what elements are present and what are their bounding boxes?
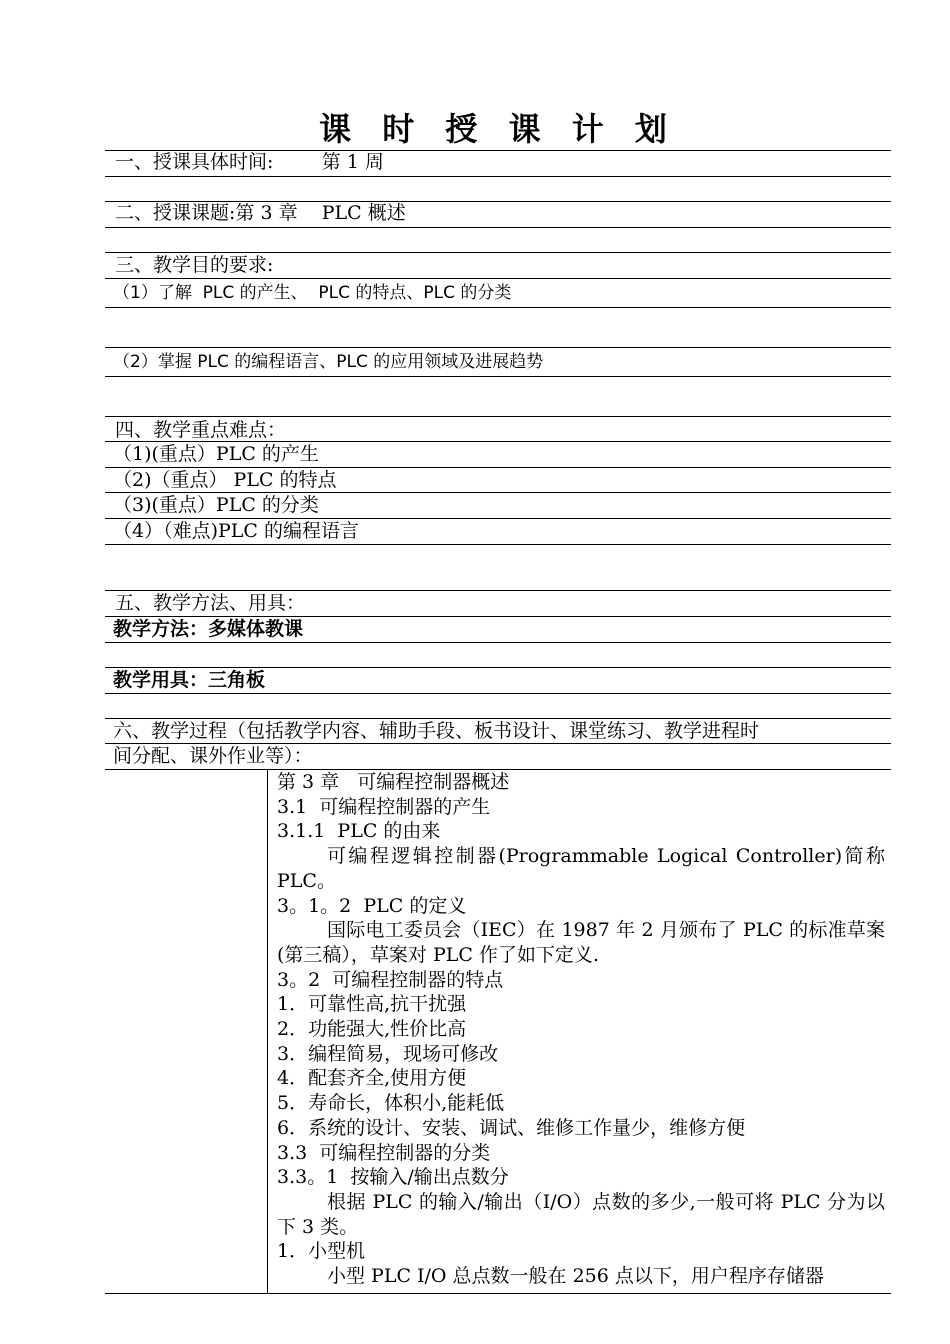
rule: [105, 492, 891, 493]
section-methods: 五、教学方法、用具：: [115, 592, 306, 614]
section-key-points: 四、教学重点难点：: [115, 419, 287, 441]
key-point-item: （3)(重点）PLC 的分类: [113, 494, 319, 516]
rule: [105, 718, 891, 719]
content-line: 1．小型机: [277, 1240, 366, 1263]
content-line: 第 3 章 可编程控制器概述: [277, 771, 510, 793]
rule: [105, 347, 891, 348]
rule: [105, 590, 891, 591]
section-process: 六、教学过程（包括教学内容、辅助手段、板书设计、课堂练习、教学进程时: [113, 720, 760, 742]
section-topic: 二、授课课题:第 3 章 PLC 概述: [115, 202, 406, 224]
rule: [105, 176, 891, 177]
content-line: 3。2 可编程控制器的特点: [277, 968, 504, 991]
content-line: 3.3 可编程控制器的分类: [277, 1141, 491, 1164]
content-paragraph: 可编程逻辑控制器(Programmable Logical Controller)简称 PLC。: [277, 845, 885, 892]
goal-item: （1）了解 PLC 的产生、 PLC 的特点、PLC 的分类: [113, 283, 512, 303]
content-line: 5．寿命长，体积小,能耗低: [277, 1092, 505, 1115]
rule: [105, 376, 891, 377]
rule: [105, 441, 891, 442]
content-line: 3.1 可编程控制器的产生: [277, 795, 491, 818]
rule: [105, 278, 891, 279]
content-line: 2．功能强大,性价比高: [277, 1018, 467, 1041]
rule: [105, 1293, 891, 1294]
rule: [105, 616, 891, 617]
content-paragraph: 根据 PLC 的输入/输出（I/O）点数的多少,一般可将 PLC 分为以下 3 类。: [277, 1190, 885, 1238]
content-line: 4．配套齐全,使用方便: [277, 1067, 467, 1090]
rule: [105, 544, 891, 545]
goal-item: （2）掌握 PLC 的编程语言、PLC 的应用领域及进展趋势: [113, 352, 544, 372]
rule: [105, 227, 891, 228]
rule: [105, 416, 891, 417]
teaching-method: 教学方法：多媒体教课: [113, 618, 304, 640]
rule: [105, 667, 891, 668]
teaching-tools: 教学用具：三角板: [113, 669, 266, 691]
rule: [105, 642, 891, 643]
rule: [105, 693, 891, 694]
key-point-item: （2)（重点） PLC 的特点: [113, 469, 337, 491]
section-time: 一、授课具体时间: 第 1 周: [115, 151, 384, 173]
content-line: 3．编程简易，现场可修改: [277, 1042, 499, 1065]
rule: [105, 743, 891, 744]
rule: [105, 252, 891, 253]
lesson-content: [277, 770, 885, 1289]
content-line: 1．可靠性高,抗干扰强: [277, 993, 467, 1016]
rule: [105, 467, 891, 468]
page-title: 课 时 授 课 计 划: [319, 110, 677, 148]
key-point-item: （1)(重点）PLC 的产生: [113, 443, 319, 465]
rule: [105, 307, 891, 308]
content-line: 6．系统的设计、安装、调试、维修工作量少，维修方便: [277, 1116, 746, 1139]
key-point-item: （4）（难点)PLC 的编程语言: [113, 520, 359, 542]
section-process-cont: 间分配、课外作业等）：: [113, 745, 313, 767]
content-paragraph: 国际电工委员会（IEC）在 1987 年 2 月颁布了 PLC 的标准草案(第三稿），草案对 PLC 作了如下定义.: [277, 919, 885, 966]
table-divider: [267, 769, 268, 1293]
content-line: 小型 PLC I/O 总点数一般在 256 点以下，用户程序存储器: [327, 1265, 824, 1288]
content-line: 3。1。2 PLC 的定义: [277, 894, 467, 917]
content-line: 3.3。1 按输入/输出点数分: [277, 1166, 509, 1189]
content-line: 3.1.1 PLC 的由来: [277, 820, 441, 843]
rule: [105, 518, 891, 519]
section-goals: 三、教学目的要求:: [115, 254, 274, 276]
